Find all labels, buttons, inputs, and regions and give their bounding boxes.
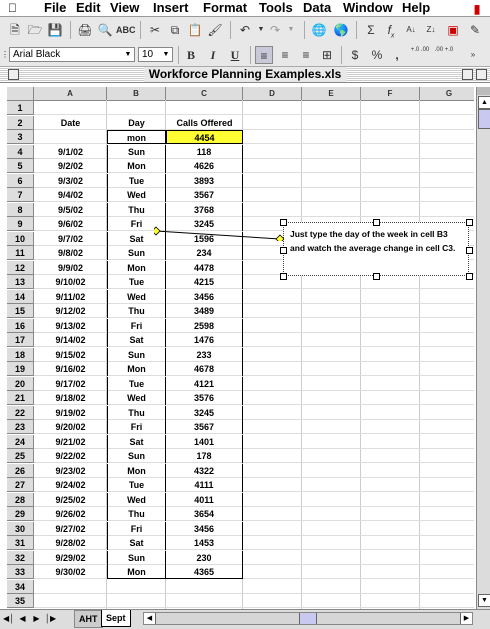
last-sheet-icon[interactable]: │▶ [45,614,57,623]
redo-dropdown-icon[interactable]: ▼ [287,26,295,33]
day-cell[interactable]: Wed [107,391,166,405]
day-cell[interactable]: Fri [107,522,166,536]
row-header[interactable]: 17 [7,333,34,347]
average-calls-cell[interactable]: 4454 [166,130,243,144]
calls-cell[interactable]: 230 [166,551,243,565]
increase-decimal-button[interactable]: +.0 .00 [410,47,430,53]
calls-cell[interactable]: 4626 [166,159,243,173]
day-input-cell[interactable]: mon [107,130,166,144]
resize-handle[interactable] [373,273,380,280]
calls-cell[interactable]: 1401 [166,435,243,449]
gridline [301,100,302,609]
first-sheet-icon[interactable]: ◀│ [3,614,15,623]
row-header[interactable]: 2 [7,116,34,130]
calls-cell[interactable]: 233 [166,348,243,362]
print-icon[interactable]: 🖨 [77,23,93,37]
calls-cell[interactable]: 4111 [166,478,243,492]
calls-cell[interactable]: 3567 [166,420,243,434]
save-icon[interactable]: 💾 [47,23,63,37]
horizontal-scrollbar[interactable] [143,612,473,625]
date-cell[interactable]: 9/14/02 [55,335,86,345]
menu-format[interactable]: Format [203,0,248,15]
row-header[interactable]: 9 [7,217,34,231]
row-header[interactable]: 27 [7,478,34,492]
row-header[interactable]: 26 [7,464,34,478]
comma-button[interactable]: , [395,48,399,62]
date-cell[interactable]: 9/6/02 [57,219,84,229]
split-box[interactable] [477,87,490,95]
menu-file[interactable]: File [44,0,67,15]
day-cell[interactable]: Thu [107,507,166,521]
font-size-value: 10 [142,49,154,60]
close-box-icon[interactable] [8,69,19,80]
row-header[interactable]: 19 [7,362,34,376]
new-document-icon[interactable]: 🗎 [10,23,20,37]
resize-handle[interactable] [280,273,287,280]
header-date-cell[interactable]: Date [60,118,81,128]
calls-cell[interactable]: 1453 [166,536,243,550]
standard-toolbar [0,17,490,45]
calls-cell[interactable]: 3893 [166,174,243,188]
redo-icon[interactable]: ↷ [269,23,281,37]
calls-cell[interactable]: 4121 [166,377,243,391]
day-cell[interactable]: Mon [107,464,166,478]
row-header[interactable]: 22 [7,406,34,420]
row-header[interactable]: 29 [7,507,34,521]
underline-button[interactable]: U [230,48,240,62]
date-cell[interactable]: 9/7/02 [57,234,84,244]
row-header[interactable]: 23 [7,420,34,434]
day-cell[interactable]: Mon [107,261,166,275]
scroll-down-icon[interactable]: ▼ [478,594,490,607]
day-cell[interactable]: Fri [107,319,166,333]
row-header[interactable]: 31 [7,536,34,550]
next-sheet-icon[interactable]: ▶ [33,614,40,623]
date-cell[interactable]: 9/22/02 [55,451,86,461]
note-text: Just type the day of the week in cell B3 and watch the average change in cell C3. [290,229,456,253]
date-cell[interactable]: 9/19/02 [55,408,86,418]
web-toolbar-icon[interactable]: 🌎 [333,23,349,37]
column-header-g[interactable]: G [420,87,474,100]
day-cell[interactable]: Sat [107,435,166,449]
note-textbox[interactable] [283,222,469,276]
callout-connector [154,225,284,241]
calls-cell[interactable]: 3456 [166,290,243,304]
day-cell[interactable]: Fri [107,217,166,231]
date-cell[interactable]: 9/29/02 [55,553,86,563]
zoom-box-icon[interactable] [462,69,473,80]
column-header-c[interactable]: C [166,87,243,100]
day-cell[interactable]: Tue [107,377,166,391]
row-header[interactable]: 3 [7,130,34,144]
day-cell[interactable]: Sun [107,246,166,260]
date-cell[interactable]: 9/8/02 [57,248,84,258]
undo-icon[interactable]: ↶ [239,23,251,37]
date-cell[interactable]: 9/15/02 [55,350,86,360]
row-header[interactable]: 16 [7,319,34,333]
day-cell[interactable]: Wed [107,493,166,507]
calls-cell[interactable]: 1476 [166,333,243,347]
date-cell[interactable]: 9/30/02 [55,567,86,577]
decrease-decimal-button[interactable]: .00 +.0 [434,47,454,53]
date-cell[interactable]: 9/2/02 [57,161,84,171]
collapse-box-icon[interactable] [476,69,487,80]
row-header[interactable]: 25 [7,449,34,463]
menu-insert[interactable]: Insert [153,0,189,15]
resize-handle[interactable] [373,219,380,226]
formatting-toolbar [0,44,490,67]
menu-bar [0,0,490,17]
calls-cell[interactable]: 4365 [166,565,243,579]
align-center-icon[interactable]: ≡ [281,48,289,62]
row-header[interactable]: 15 [7,304,34,318]
connector-anchor-icon [154,227,160,235]
chart-wizard-icon[interactable]: ▣ [447,23,459,37]
paste-icon[interactable]: 📋 [187,23,203,37]
connector-anchor-icon [276,235,284,241]
font-name-select[interactable] [9,47,135,62]
font-size-select[interactable] [138,47,173,62]
day-cell[interactable]: Tue [107,275,166,289]
row-header[interactable]: 13 [7,275,34,289]
hyperlink-icon[interactable]: 🌐 [311,23,327,37]
window-title: Workforce Planning Examples.xls [144,67,347,82]
day-cell[interactable]: Sun [107,449,166,463]
date-cell[interactable]: 9/16/02 [55,364,86,374]
drawing-icon[interactable]: ✎ [469,23,481,37]
day-cell[interactable]: Thu [107,406,166,420]
day-cell[interactable]: Sun [107,145,166,159]
date-cell[interactable]: 9/10/02 [55,277,86,287]
calls-cell[interactable]: 3245 [166,406,243,420]
align-right-icon[interactable]: ≡ [302,48,310,62]
header-day-cell[interactable]: Day [128,118,145,128]
print-preview-icon[interactable]: 🔍 [97,23,113,37]
date-cell[interactable]: 9/12/02 [55,306,86,316]
toolbar-separator [140,21,141,39]
date-cell[interactable]: 9/24/02 [55,480,86,490]
calls-cell[interactable]: 3456 [166,522,243,536]
calls-cell[interactable]: 3489 [166,304,243,318]
gridline [34,143,474,144]
row-header[interactable]: 34 [7,580,34,594]
bold-button[interactable]: B [186,48,195,62]
function-icon[interactable]: $f_x$ [387,23,395,40]
row-header[interactable]: 10 [7,232,34,246]
autosum-icon[interactable]: Σ [367,23,375,37]
row-header[interactable]: 24 [7,435,34,449]
row-header[interactable]: 11 [7,246,34,260]
open-folder-icon[interactable]: 🗁 [27,23,43,37]
day-cell[interactable]: Fri [107,420,166,434]
calls-cell[interactable]: 3654 [166,507,243,521]
column-header-b[interactable]: B [107,87,166,100]
menu-view[interactable]: View [110,0,140,15]
row-header[interactable]: 33 [7,565,34,579]
menu-tools[interactable]: Tools [259,0,293,15]
row-header[interactable]: 5 [7,159,34,173]
gridline [34,607,474,608]
scroll-left-icon[interactable]: ◀ [144,613,156,624]
row-header[interactable]: 6 [7,174,34,188]
row-header[interactable]: 35 [7,594,34,608]
date-cell[interactable]: 9/5/02 [57,205,84,215]
calls-cell[interactable]: 4678 [166,362,243,376]
day-cell[interactable]: Wed [107,290,166,304]
date-cell[interactable]: 9/25/02 [55,495,86,505]
column-header-a[interactable]: A [34,87,107,100]
calls-cell[interactable]: 3567 [166,188,243,202]
row-header[interactable]: 30 [7,522,34,536]
toolbar-separator [178,46,179,64]
date-cell[interactable]: 9/11/02 [55,292,86,302]
resize-handle[interactable] [280,247,287,254]
date-cell[interactable]: 9/23/02 [55,466,86,476]
calls-cell[interactable]: 4215 [166,275,243,289]
menu-window[interactable]: Window [343,0,393,15]
calls-cell[interactable]: 234 [166,246,243,260]
row-header[interactable]: 18 [7,348,34,362]
column-header-f[interactable]: F [361,87,420,100]
copy-icon[interactable]: ⧉ [170,23,180,37]
row-header[interactable]: 12 [7,261,34,275]
date-cell[interactable]: 9/4/02 [57,190,84,200]
gridline [34,593,474,594]
calls-cell[interactable]: 178 [166,449,243,463]
row-header[interactable]: 21 [7,391,34,405]
undo-dropdown-icon[interactable]: ▼ [257,26,265,33]
day-cell[interactable]: Sat [107,232,166,246]
calls-cell[interactable]: 1596 [166,232,243,246]
toolbar-separator [356,21,357,39]
calls-cell[interactable]: 4011 [166,493,243,507]
date-cell[interactable]: 9/26/02 [55,509,86,519]
resize-handle[interactable] [466,247,473,254]
menu-data[interactable]: Data [303,0,332,15]
day-cell[interactable]: Mon [107,362,166,376]
sort-descending-icon[interactable]: Z↓ [426,25,436,34]
menu-help[interactable]: Help [402,0,431,15]
select-all-corner[interactable] [7,87,34,100]
date-cell[interactable]: 9/28/02 [55,538,86,548]
spreadsheet-grid[interactable] [7,87,474,609]
calls-cell[interactable]: 4322 [166,464,243,478]
column-header-e[interactable]: E [302,87,361,100]
scroll-right-icon[interactable]: ▶ [460,613,472,624]
day-cell[interactable]: Thu [107,203,166,217]
day-cell[interactable]: Mon [107,159,166,173]
calls-cell[interactable]: 3768 [166,203,243,217]
percent-button[interactable]: % [371,48,383,62]
date-cell[interactable]: 9/27/02 [55,524,86,534]
date-cell[interactable]: 9/9/02 [57,263,84,273]
toolbar-separator [304,21,305,39]
row-header[interactable]: 1 [7,101,34,115]
toolbar-separator [341,46,342,64]
toolbar-separator [70,21,71,39]
toolbar-separator [250,46,251,64]
chevron-down-icon: ▼ [162,51,170,58]
day-cell[interactable]: Sun [107,551,166,565]
format-painter-icon[interactable]: 🖌 [207,23,223,37]
gridline [419,100,420,609]
row-header[interactable]: 4 [7,145,34,159]
window-titlebar[interactable] [0,67,490,83]
row-header[interactable]: 32 [7,551,34,565]
prev-sheet-icon[interactable]: ◀ [19,614,26,623]
gridline [360,100,361,609]
toolbar-grip-icon[interactable]: ⋮ [1,50,9,59]
date-cell[interactable]: 9/3/02 [57,176,84,186]
menu-edit[interactable]: Edit [76,0,101,15]
column-header-d[interactable]: D [243,87,302,100]
sheet-tab-aht[interactable]: AHT [74,610,103,628]
scroll-thumb[interactable] [299,613,317,624]
day-cell[interactable]: Wed [107,188,166,202]
day-cell[interactable]: Thu [107,304,166,318]
resize-handle[interactable] [466,219,473,226]
date-cell[interactable]: 9/21/02 [55,437,86,447]
scroll-up-icon[interactable]: ▲ [478,96,490,109]
spelling-icon[interactable]: ABC [116,25,136,35]
date-cell[interactable]: 9/18/02 [55,393,86,403]
align-left-icon[interactable]: ≡ [255,46,273,64]
day-cell[interactable]: Sat [107,536,166,550]
date-cell[interactable]: 9/20/02 [55,422,86,432]
scroll-thumb[interactable] [478,109,490,129]
merge-center-icon[interactable]: ⊞ [321,48,333,62]
calls-cell[interactable]: 4478 [166,261,243,275]
date-cell[interactable]: 9/17/02 [55,379,86,389]
app-switcher-icon[interactable]: ▮ [473,2,481,16]
chevron-down-icon: ▼ [124,51,132,58]
vertical-scrollbar[interactable] [476,87,490,609]
sheet-tab-sept[interactable]: Sept [101,610,131,627]
calls-cell[interactable]: 3245 [166,217,243,231]
day-cell[interactable]: Sun [107,348,166,362]
apple-menu-icon[interactable] [8,1,20,14]
italic-button[interactable]: I [210,48,216,62]
font-name-value: Arial Black [13,49,61,60]
day-cell[interactable]: Mon [107,565,166,579]
gridline [34,114,474,115]
day-cell[interactable]: Tue [107,174,166,188]
day-cell[interactable]: Sat [107,333,166,347]
currency-button[interactable]: $ [351,48,359,62]
row-header[interactable]: 14 [7,290,34,304]
toolbar-overflow-icon[interactable]: » [470,50,476,59]
row-header[interactable]: 20 [7,377,34,391]
calls-cell[interactable]: 3576 [166,391,243,405]
date-cell[interactable]: 9/13/02 [55,321,86,331]
row-header[interactable]: 28 [7,493,34,507]
calls-cell[interactable]: 118 [166,145,243,159]
day-cell[interactable]: Tue [107,478,166,492]
row-header[interactable]: 7 [7,188,34,202]
row-header[interactable]: 8 [7,203,34,217]
calls-cell[interactable]: 2598 [166,319,243,333]
toolbar-separator [230,21,231,39]
sort-ascending-icon[interactable]: A↓ [406,25,416,34]
date-cell[interactable]: 9/1/02 [57,147,84,157]
cut-icon[interactable]: ✂ [149,23,161,37]
header-calls-cell[interactable]: Calls Offered [176,118,233,128]
sheet-tab-bar [0,609,490,629]
resize-handle[interactable] [466,273,473,280]
